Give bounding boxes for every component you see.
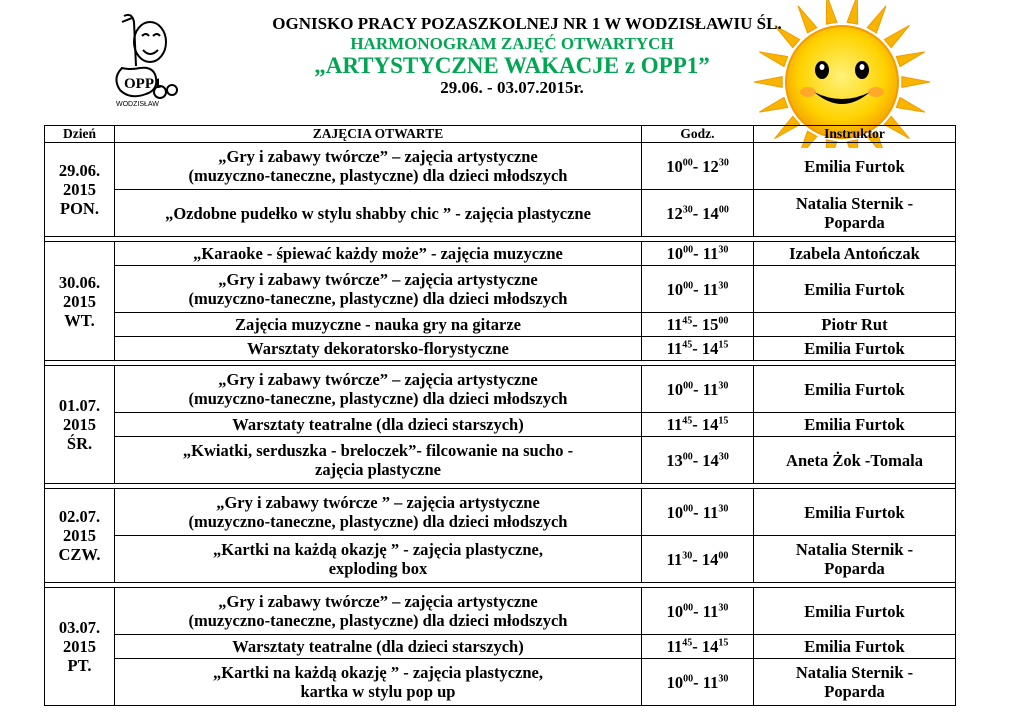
table-row — [45, 659, 956, 706]
time-start-hour: 12 — [666, 203, 683, 223]
time-end-hour: - 11 — [693, 279, 719, 299]
instructor-name: Emilia Furtok — [804, 379, 905, 399]
table-row — [45, 489, 956, 536]
time-end-minute: 30 — [718, 244, 729, 256]
time-start-minute: 00 — [682, 451, 693, 462]
day-date: 02.07. — [58, 507, 101, 526]
time-start-hour: 10 — [666, 279, 684, 299]
time-start-minute: 45 — [682, 415, 693, 427]
schedule-table — [44, 125, 956, 706]
activity-cell — [115, 313, 642, 337]
activity-line-2: (muzyczno-taneczne, plastyczne) dla dzieci młodszych — [188, 289, 568, 308]
activity-line-2: exploding box — [328, 559, 428, 578]
activity-line-2: (muzyczno-taneczne, plastyczne) dla dzieci młodszych — [188, 611, 568, 630]
time-start-minute: 30 — [682, 204, 693, 215]
instructor-name-line-2: Poparda — [824, 213, 885, 232]
activity-cell — [115, 242, 642, 266]
instructor-name: Piotr Rut — [821, 315, 888, 334]
day-cell — [45, 143, 115, 237]
activity-line-2: (muzyczno-taneczne, plastyczne) dla dzieci młodszych — [188, 389, 568, 408]
day-year: 2015 — [63, 291, 96, 311]
day-date: 30.06. — [58, 272, 101, 292]
table-row — [45, 313, 956, 337]
day-cell — [45, 366, 115, 484]
time-start-minute: 00 — [682, 157, 693, 168]
instructor-name: Emilia Furtok — [804, 339, 905, 358]
instructor-cell — [754, 143, 956, 190]
time-end-hour: - 14 — [692, 415, 719, 434]
time-end-minute: 30 — [718, 503, 729, 514]
time-start-hour: 10 — [666, 502, 684, 522]
instructor-cell — [754, 242, 956, 266]
activity-line-1: „Gry i zabawy twórcze” – zajęcia artystyczne — [218, 147, 538, 166]
document-header — [0, 14, 1024, 98]
day-weekday: PT. — [67, 656, 92, 675]
instructor-name: Emilia Furtok — [804, 502, 905, 522]
instructor-name-line-2: Poparda — [824, 682, 885, 701]
sun-ray — [896, 97, 924, 112]
table-row — [45, 337, 956, 361]
instructor-cell — [754, 337, 956, 361]
activity-line-2: (muzyczno-taneczne, plastyczne) dla dzieci młodszych — [188, 512, 568, 531]
time-end-hour: - 12 — [692, 156, 719, 176]
time-start-hour: 10 — [666, 672, 684, 692]
activity-cell — [115, 536, 642, 583]
activity-line-1: Warsztaty dekoratorsko-florystyczne — [247, 339, 509, 358]
activity-line-2: kartka w stylu pop up — [300, 682, 456, 701]
time-end-minute: 30 — [718, 157, 729, 168]
activity-cell — [115, 437, 642, 484]
time-end-minute: 30 — [718, 673, 729, 684]
time-end-minute: 00 — [718, 204, 729, 215]
time-cell — [642, 413, 754, 437]
time-start-hour: 11 — [666, 549, 683, 569]
instructor-name: Emilia Furtok — [804, 415, 905, 434]
time-end-hour: - 11 — [693, 244, 719, 263]
logo-text: OPP1 — [124, 76, 162, 92]
instructor-name-line-2: Poparda — [824, 559, 885, 578]
table-row — [45, 588, 956, 635]
day-weekday: PON. — [60, 199, 99, 218]
sun-ray — [759, 97, 787, 112]
table-row — [45, 366, 956, 413]
day-cell — [45, 588, 115, 706]
activity-line-1: „Ozdobne pudełko w stylu shabby chic ” - zajęcia plastyczne — [165, 203, 591, 223]
day-weekday: ŚR. — [66, 434, 93, 453]
time-end-minute: 30 — [718, 380, 729, 391]
event-dates: 29.06. - 03.07.2015r. — [440, 78, 584, 97]
time-start-hour: 11 — [666, 415, 683, 434]
activity-line-1: „Gry i zabawy twórcze” – zajęcia artystyczne — [218, 370, 538, 389]
instructor-cell — [754, 489, 956, 536]
time-end-hour: - 14 — [692, 637, 719, 656]
time-cell — [642, 143, 754, 190]
time-cell — [642, 659, 754, 706]
table-row — [45, 413, 956, 437]
instructor-cell — [754, 659, 956, 706]
day-year: 2015 — [63, 637, 96, 656]
activity-line-1: „Kartki na każdą okazję ” - zajęcia plastyczne, — [213, 663, 543, 682]
header-time: Godz. — [642, 126, 754, 143]
activity-cell — [115, 413, 642, 437]
instructor-name: Emilia Furtok — [804, 601, 905, 621]
time-start-hour: 11 — [666, 637, 683, 656]
activity-line-2: (muzyczno-taneczne, plastyczne) dla dzieci młodszych — [188, 166, 568, 185]
time-cell — [642, 266, 754, 313]
day-year: 2015 — [63, 526, 96, 545]
time-cell — [642, 489, 754, 536]
header-activity: ZAJĘCIA OTWARTE — [115, 126, 642, 143]
time-end-minute: 15 — [718, 339, 729, 351]
instructor-cell — [754, 413, 956, 437]
time-end-hour: - 11 — [693, 601, 719, 621]
time-end-minute: 30 — [718, 451, 729, 462]
time-cell — [642, 366, 754, 413]
instructor-cell — [754, 313, 956, 337]
time-end-hour: - 11 — [693, 379, 719, 399]
day-date: 29.06. — [58, 161, 101, 180]
activity-cell — [115, 489, 642, 536]
instructor-cell — [754, 588, 956, 635]
instructor-name: Emilia Furtok — [804, 279, 905, 299]
instructor-cell — [754, 437, 956, 484]
time-end-minute: 15 — [718, 415, 729, 427]
time-start-hour: 10 — [666, 601, 684, 621]
time-start-minute: 00 — [683, 673, 694, 684]
activity-cell — [115, 659, 642, 706]
time-start-hour: 11 — [666, 315, 683, 334]
time-end-hour: - 15 — [692, 315, 719, 334]
instructor-cell — [754, 266, 956, 313]
instructor-name: Aneta Żok -Tomala — [786, 450, 923, 470]
time-end-hour: - 11 — [693, 672, 719, 692]
activity-line-2: zajęcia plastyczne — [315, 460, 441, 479]
instructor-name: Natalia Sternik - — [795, 540, 914, 559]
table-row — [45, 143, 956, 190]
day-year: 2015 — [63, 415, 96, 434]
table-row — [45, 190, 956, 237]
time-end-hour: - 14 — [692, 339, 719, 358]
instructor-cell — [754, 366, 956, 413]
activity-line-1: „Karaoke - śpiewać każdy może” - zajęcia muzyczne — [193, 244, 563, 263]
table-row — [45, 635, 956, 659]
time-end-hour: - 14 — [692, 549, 719, 569]
time-end-hour: - 14 — [692, 450, 719, 470]
time-end-minute: 30 — [718, 280, 729, 291]
time-cell — [642, 588, 754, 635]
activity-line-1: Warsztaty teatralne (dla dzieci starszych) — [232, 637, 524, 656]
header-day: Dzień — [45, 126, 115, 143]
time-end-minute: 00 — [718, 315, 729, 327]
activity-line-1: Warsztaty teatralne (dla dzieci starszych) — [232, 415, 524, 434]
instructor-name: Emilia Furtok — [804, 156, 905, 176]
time-end-hour: - 14 — [692, 203, 719, 223]
instructor-cell — [754, 635, 956, 659]
instructor-name: Natalia Sternik - — [795, 194, 914, 213]
day-date: 03.07. — [58, 618, 101, 637]
time-start-minute: 45 — [682, 637, 693, 649]
activity-line-1: Zajęcia muzyczne - nauka gry na gitarze — [235, 315, 521, 334]
activity-line-1: „Gry i zabawy twórcze” – zajęcia artystyczne — [218, 270, 538, 289]
table-row — [45, 536, 956, 583]
day-date: 01.07. — [58, 396, 101, 415]
time-end-minute: 00 — [718, 550, 729, 561]
time-end-hour: - 11 — [693, 502, 719, 522]
day-cell — [45, 489, 115, 583]
logo-subtext: WODZISŁAW — [116, 101, 159, 108]
day-cell — [45, 242, 115, 361]
institution-name: OGNISKO PRACY POZASZKOLNEJ NR 1 W WODZISŁAWIU ŚL. — [272, 14, 782, 33]
day-year: 2015 — [63, 180, 96, 199]
activity-line-1: „Kwiatki, serduszka - breloczek”- filcowanie na sucho - — [182, 441, 574, 460]
time-cell — [642, 337, 754, 361]
time-start-minute: 00 — [683, 602, 694, 613]
time-cell — [642, 536, 754, 583]
activity-cell — [115, 366, 642, 413]
event-title: „ARTYSTYCZNE WAKACJE z OPP1” — [314, 53, 710, 78]
time-start-minute: 45 — [682, 315, 693, 327]
time-cell — [642, 242, 754, 266]
table-row — [45, 437, 956, 484]
schedule-title: HARMONOGRAM ZAJĘĆ OTWARTYCH — [350, 34, 674, 53]
time-cell — [642, 313, 754, 337]
activity-cell — [115, 143, 642, 190]
instructor-name: Emilia Furtok — [804, 637, 905, 656]
time-cell — [642, 635, 754, 659]
time-start-minute: 00 — [683, 503, 694, 514]
table-row — [45, 266, 956, 313]
activity-line-1: „Gry i zabawy twórcze ” – zajęcia artystyczne — [216, 493, 540, 512]
activity-line-1: „Gry i zabawy twórcze” – zajęcia artystyczne — [218, 592, 538, 611]
table-row — [45, 242, 956, 266]
time-end-minute: 15 — [718, 637, 729, 649]
day-weekday: WT. — [64, 310, 95, 330]
instructor-name: Natalia Sternik - — [795, 663, 914, 682]
time-cell — [642, 437, 754, 484]
time-start-hour: 10 — [666, 379, 684, 399]
time-start-minute: 00 — [683, 280, 694, 291]
instructor-cell — [754, 190, 956, 237]
activity-cell — [115, 588, 642, 635]
time-start-hour: 10 — [666, 156, 683, 176]
activity-line-1: „Kartki na każdą okazję ” - zajęcia plastyczne, — [213, 540, 543, 559]
activity-cell — [115, 266, 642, 313]
time-start-hour: 11 — [666, 339, 683, 358]
activity-cell — [115, 337, 642, 361]
time-cell — [642, 190, 754, 237]
time-start-hour: 13 — [666, 450, 683, 470]
time-end-minute: 30 — [718, 602, 729, 613]
instructor-cell — [754, 536, 956, 583]
time-start-hour: 10 — [666, 244, 684, 263]
activity-cell — [115, 190, 642, 237]
time-start-minute: 30 — [682, 550, 693, 561]
activity-cell — [115, 635, 642, 659]
time-start-minute: 00 — [683, 244, 694, 256]
time-start-minute: 45 — [682, 339, 693, 351]
day-weekday: CZW. — [58, 545, 101, 564]
header-instructor: Instruktor — [754, 126, 956, 143]
time-start-minute: 00 — [683, 380, 694, 391]
instructor-name: Izabela Antończak — [789, 244, 920, 263]
